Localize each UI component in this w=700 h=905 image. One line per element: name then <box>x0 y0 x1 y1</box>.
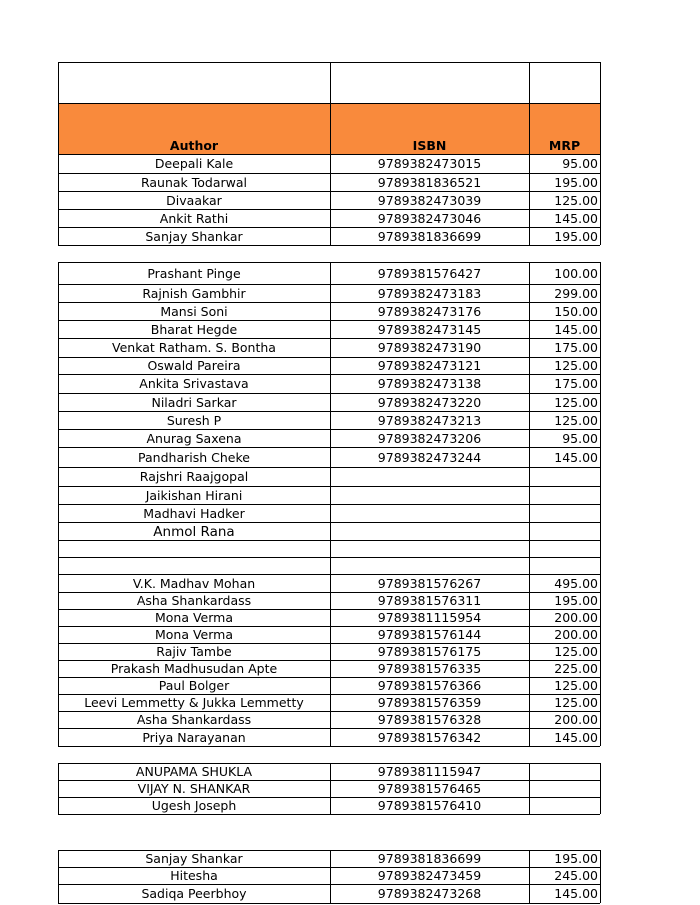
row-border <box>58 557 600 558</box>
row-border <box>58 903 600 904</box>
mrp-cell: 145.00 <box>554 449 598 465</box>
isbn-cell: 9789381576144 <box>377 627 482 643</box>
row-border <box>58 245 600 246</box>
mrp-cell: 145.00 <box>554 729 598 745</box>
isbn-cell: 9789382473206 <box>377 430 482 446</box>
isbn-cell: 9789382473121 <box>377 358 482 374</box>
isbn-cell: 9789381115954 <box>377 610 482 626</box>
row-border <box>58 867 600 868</box>
author-cell: Oswald Pareira <box>147 358 241 374</box>
mrp-cell: 175.00 <box>554 340 598 356</box>
author-cell: Suresh P <box>166 412 222 428</box>
row-border <box>58 677 600 678</box>
mrp-cell: 195.00 <box>554 851 598 867</box>
row-border <box>58 209 600 210</box>
row-border <box>58 320 600 321</box>
row-border <box>58 522 600 523</box>
author-cell: Mansi Soni <box>160 303 228 319</box>
mrp-cell: 125.00 <box>554 678 598 694</box>
row-border <box>58 574 600 575</box>
row-border <box>58 154 600 155</box>
row-border <box>58 814 600 815</box>
author-cell: Asha Shankardass <box>136 593 252 609</box>
isbn-cell: 9789382473244 <box>377 449 482 465</box>
row-border <box>58 447 600 448</box>
mrp-cell: 125.00 <box>554 394 598 410</box>
isbn-cell: 9789382473220 <box>377 394 482 410</box>
column-border <box>600 763 601 814</box>
isbn-cell: 9789382473459 <box>377 868 482 884</box>
isbn-cell: 9789381576410 <box>377 798 482 814</box>
mrp-cell: 95.00 <box>562 430 598 446</box>
isbn-cell: 9789381576311 <box>377 593 482 609</box>
mrp-cell: 299.00 <box>554 285 598 301</box>
header-divider <box>58 103 600 104</box>
row-border <box>58 504 600 505</box>
mrp-cell: 225.00 <box>554 661 598 677</box>
author-cell: Venkat Ratham. S. Bontha <box>112 340 276 356</box>
row-border <box>58 411 600 412</box>
isbn-cell: 9789382473039 <box>377 192 482 208</box>
mrp-cell: 125.00 <box>554 412 598 428</box>
author-cell: Mona Verma <box>154 610 233 626</box>
row-border <box>58 626 600 627</box>
author-cell: Madhavi Hadker <box>143 505 245 521</box>
row-border <box>58 467 600 468</box>
row-border <box>58 486 600 487</box>
row-border <box>58 357 600 358</box>
isbn-cell: 9789381576366 <box>377 678 482 694</box>
author-cell: Priya Narayanan <box>142 729 246 745</box>
column-border <box>600 262 601 574</box>
mrp-cell: 125.00 <box>554 358 598 374</box>
isbn-cell: 9789382473183 <box>377 285 482 301</box>
mrp-cell: 245.00 <box>554 868 598 884</box>
mrp-cell: 100.00 <box>554 265 598 281</box>
isbn-cell: 9789381576359 <box>377 695 482 711</box>
isbn-cell: 9789381576342 <box>377 729 482 745</box>
isbn-cell: 9789382473213 <box>377 412 482 428</box>
mrp-cell: 495.00 <box>554 575 598 591</box>
row-border <box>58 797 600 798</box>
author-cell: Rajnish Gambhir <box>142 285 246 301</box>
mrp-cell: 200.00 <box>554 627 598 643</box>
author-cell: Prashant Pinge <box>147 265 241 281</box>
row-border <box>58 850 600 851</box>
author-cell: VIJAY N. SHANKAR <box>137 781 251 797</box>
author-cell: Bharat Hegde <box>150 321 238 337</box>
mrp-cell: 125.00 <box>554 644 598 660</box>
isbn-cell: 9789381576267 <box>377 575 482 591</box>
author-cell: Hitesha <box>170 868 218 884</box>
mrp-cell: 195.00 <box>554 228 598 244</box>
row-border <box>58 173 600 174</box>
author-cell: ANUPAMA SHUKLA <box>135 764 253 780</box>
row-border <box>58 262 600 263</box>
row-border <box>58 609 600 610</box>
isbn-cell: 9789382473138 <box>377 376 482 392</box>
mrp-cell: 195.00 <box>554 174 598 190</box>
row-border <box>58 540 600 541</box>
author-cell: Divaakar <box>166 192 222 208</box>
author-cell: Ankit Rathi <box>159 210 229 226</box>
isbn-cell: 9789381576175 <box>377 644 482 660</box>
mrp-cell: 150.00 <box>554 303 598 319</box>
author-cell: Paul Bolger <box>158 678 230 694</box>
row-border <box>58 393 600 394</box>
author-cell: V.K. Madhav Mohan <box>132 575 256 591</box>
mrp-cell: 95.00 <box>562 156 598 172</box>
isbn-cell: 9789381115947 <box>377 764 482 780</box>
isbn-cell: 9789381576328 <box>377 712 482 728</box>
isbn-cell: 9789382473046 <box>377 210 482 226</box>
row-border <box>58 374 600 375</box>
isbn-cell: 9789382473176 <box>377 303 482 319</box>
isbn-cell: 9789382473268 <box>377 886 482 902</box>
mrp-cell: 145.00 <box>554 210 598 226</box>
row-border <box>58 338 600 339</box>
author-cell: Asha Shankardass <box>136 712 252 728</box>
author-cell: Anmol Rana <box>153 523 235 540</box>
mrp-cell: 125.00 <box>554 192 598 208</box>
isbn-cell: 9789381836699 <box>377 851 482 867</box>
isbn-cell: 9789382473190 <box>377 340 482 356</box>
author-cell: Jaikishan Hirani <box>145 487 243 503</box>
author-cell: Sadiqa Peerbhoy <box>141 886 247 902</box>
row-border <box>58 302 600 303</box>
column-border <box>600 850 601 903</box>
isbn-cell: 9789381836521 <box>377 174 482 190</box>
isbn-cell: 9789381576465 <box>377 781 482 797</box>
mrp-cell: 145.00 <box>554 886 598 902</box>
author-cell: Prakash Madhusudan Apte <box>110 661 278 677</box>
column-border <box>600 154 601 245</box>
header-top-border <box>58 62 600 63</box>
column-header-author: Author <box>169 137 219 153</box>
row-border <box>58 884 600 885</box>
row-border <box>58 227 600 228</box>
row-border <box>58 284 600 285</box>
mrp-cell: 125.00 <box>554 695 598 711</box>
header-column-border <box>600 62 601 154</box>
column-header-isbn: ISBN <box>412 137 447 153</box>
row-border <box>58 429 600 430</box>
row-border <box>58 191 600 192</box>
author-cell: Ankita Srivastava <box>139 376 249 392</box>
mrp-cell: 175.00 <box>554 376 598 392</box>
isbn-cell: 9789381576335 <box>377 661 482 677</box>
mrp-cell: 200.00 <box>554 610 598 626</box>
author-cell: Rajshri Raajgopal <box>139 469 249 485</box>
isbn-cell: 9789381576427 <box>377 265 482 281</box>
author-cell: Niladri Sarkar <box>151 394 237 410</box>
author-cell: Ugesh Joseph <box>151 798 237 814</box>
isbn-cell: 9789382473015 <box>377 156 482 172</box>
isbn-cell: 9789382473145 <box>377 321 482 337</box>
author-cell: Sanjay Shankar <box>145 228 243 244</box>
row-border <box>58 746 600 747</box>
author-cell: Mona Verma <box>154 627 233 643</box>
column-header-mrp: MRP <box>548 137 581 153</box>
column-border <box>529 763 530 814</box>
author-cell: Pandharish Cheke <box>138 449 250 465</box>
author-cell: Deepali Kale <box>154 156 234 172</box>
row-border <box>58 728 600 729</box>
mrp-cell: 145.00 <box>554 321 598 337</box>
mrp-cell: 200.00 <box>554 712 598 728</box>
row-border <box>58 643 600 644</box>
author-cell: Leevi Lemmetty & Jukka Lemmetty <box>84 695 304 711</box>
author-cell: Anurag Saxena <box>146 430 242 446</box>
column-border <box>600 574 601 746</box>
author-cell: Rajiv Tambe <box>156 644 232 660</box>
mrp-cell: 195.00 <box>554 593 598 609</box>
author-cell: Sanjay Shankar <box>145 851 243 867</box>
isbn-cell: 9789381836699 <box>377 228 482 244</box>
author-cell: Raunak Todarwal <box>140 174 248 190</box>
